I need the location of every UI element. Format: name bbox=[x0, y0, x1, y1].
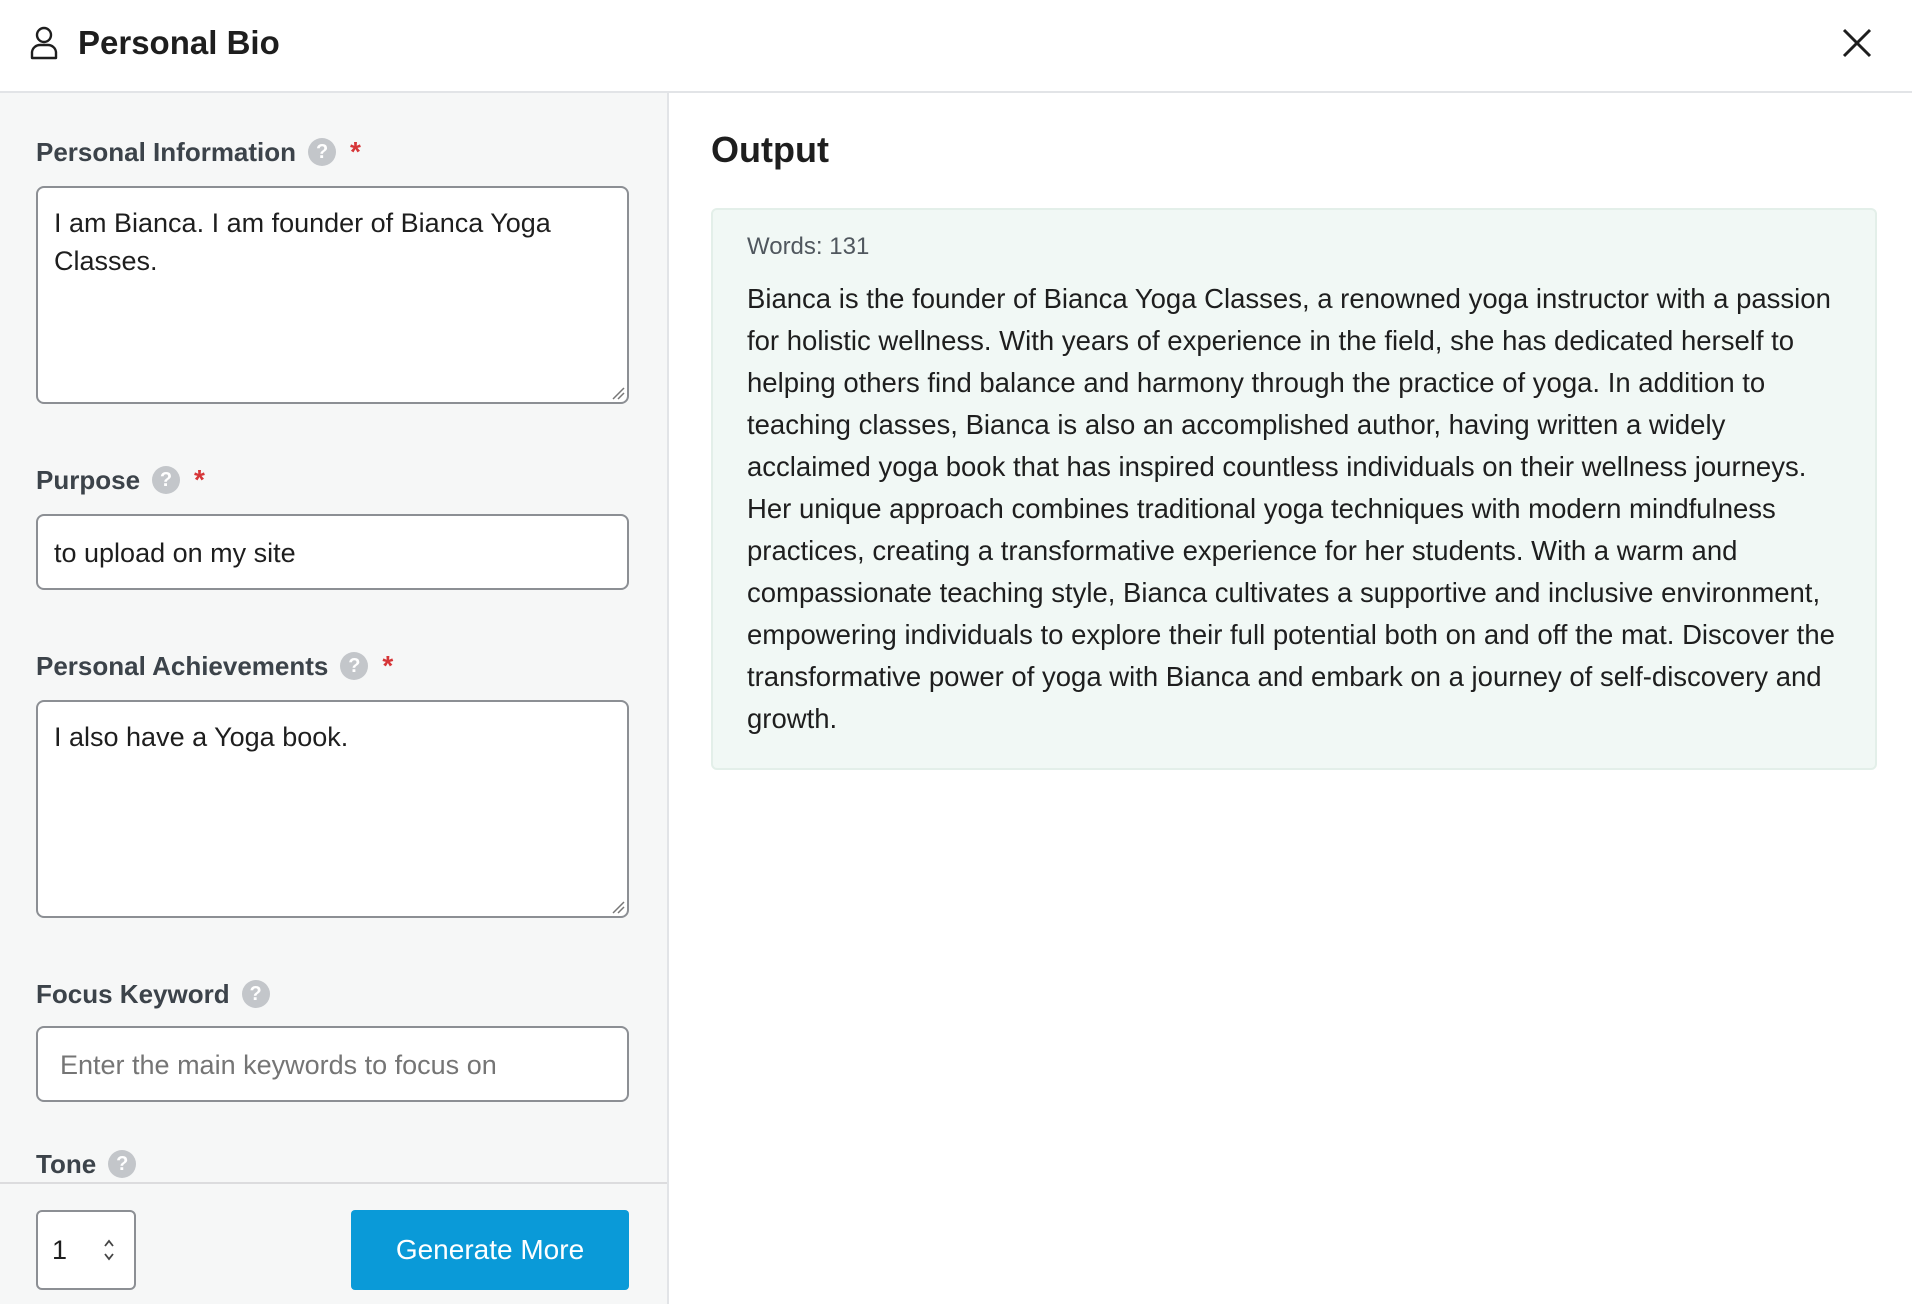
purpose-input[interactable] bbox=[36, 514, 629, 590]
personal-achievements-label bbox=[36, 649, 393, 683]
required-marker: * bbox=[382, 650, 394, 681]
user-icon bbox=[30, 26, 58, 60]
form-panel bbox=[0, 93, 669, 1304]
focus-keyword-label-text: Focus Keyword bbox=[36, 978, 230, 1009]
form-footer bbox=[0, 1182, 669, 1304]
personal-information-textarea[interactable] bbox=[36, 186, 629, 404]
word-count: Words: 131 bbox=[747, 233, 870, 260]
close-button[interactable] bbox=[1836, 22, 1878, 64]
help-icon[interactable]: ? bbox=[242, 980, 270, 1008]
tone-label bbox=[36, 1147, 136, 1181]
output-box bbox=[711, 208, 1877, 770]
focus-keyword-label bbox=[36, 977, 270, 1011]
personal-information-label-text: Personal Information bbox=[36, 136, 297, 167]
quantity-value: 1 bbox=[52, 1234, 68, 1265]
focus-keyword-input[interactable] bbox=[36, 1026, 629, 1102]
output-text: Bianca is the founder of Bianca Yoga Classes, a renowned yoga instructor with a passion for holistic wellness. With years of experience in the field, she has dedicated herself to helping others find balance and harmony through the practice of yoga. In addition to teaching classes, Bianca is also an accomplished author, having written a widely acclaimed yoga book that has inspired countless individuals on their wellness journeys. Her unique approach combines traditional yoga techniques with modern mindfulness practices, creating a transformative experience for her students. With a warm and compassionate teaching style, Bianca cultivates a supportive and inclusive environment, empowering individuals to explore their full potential both on and off the mat. Discover the transformative power of yoga with Bianca and embark on a journey of self-discovery and growth. bbox=[747, 283, 1835, 734]
personal-achievements-textarea[interactable] bbox=[36, 700, 629, 918]
help-icon[interactable]: ? bbox=[308, 138, 336, 166]
help-icon[interactable]: ? bbox=[340, 652, 368, 680]
help-icon[interactable]: ? bbox=[152, 466, 180, 494]
output-panel bbox=[669, 93, 1912, 1304]
personal-information-label bbox=[36, 135, 361, 169]
tone-label-text: Tone bbox=[36, 1148, 97, 1179]
quantity-stepper[interactable] bbox=[36, 1210, 136, 1290]
personal-achievements-label-text: Personal Achievements bbox=[36, 650, 329, 681]
required-marker: * bbox=[350, 136, 361, 167]
required-marker: * bbox=[194, 464, 205, 495]
generate-more-button[interactable]: Generate More bbox=[351, 1210, 629, 1290]
output-title: Output bbox=[711, 129, 829, 170]
modal-header bbox=[0, 0, 1912, 93]
help-icon[interactable]: ? bbox=[108, 1150, 136, 1178]
close-icon bbox=[1836, 22, 1878, 64]
modal-title: Personal Bio bbox=[78, 24, 280, 61]
spinner-arrows-icon[interactable] bbox=[102, 1236, 116, 1264]
purpose-label-text: Purpose bbox=[36, 464, 141, 495]
purpose-label bbox=[36, 463, 205, 497]
